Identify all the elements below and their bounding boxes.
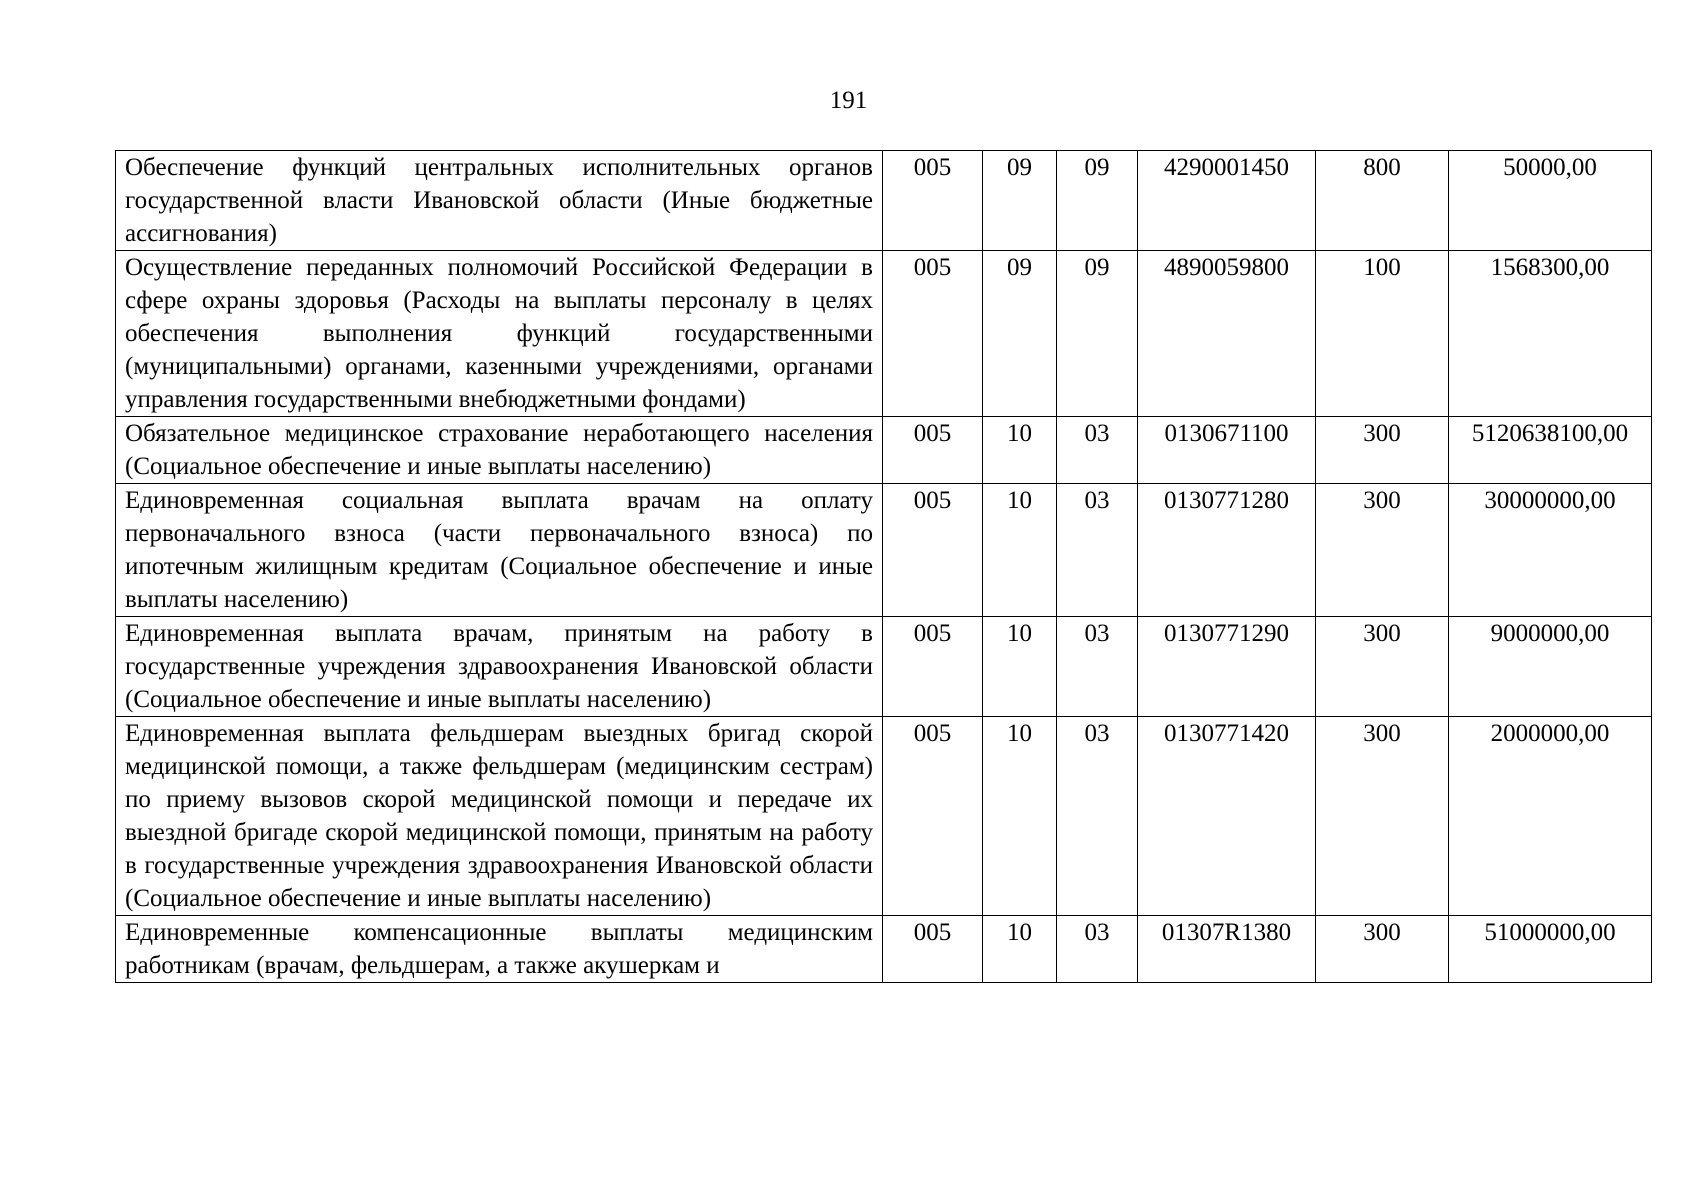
row-ministry-code: 005 bbox=[883, 251, 983, 417]
row-ministry-code: 005 bbox=[883, 916, 983, 983]
row-expense-type: 800 bbox=[1316, 151, 1449, 251]
budget-table bbox=[115, 150, 1652, 983]
row-target-article: 0130771290 bbox=[1138, 617, 1316, 717]
row-expense-type: 300 bbox=[1316, 617, 1449, 717]
row-section-code: 10 bbox=[983, 617, 1057, 717]
row-target-article: 0130771420 bbox=[1138, 717, 1316, 916]
row-expense-type: 300 bbox=[1316, 484, 1449, 617]
row-section-code: 09 bbox=[983, 251, 1057, 417]
row-description: Единовременная выплата врачам, принятым на работу в государственные учреждения здравоохранения Ивановской области (Социальное обеспечение и иные выплаты населению) bbox=[116, 617, 883, 717]
row-ministry-code: 005 bbox=[883, 417, 983, 484]
row-amount: 1568300,00 bbox=[1449, 251, 1652, 417]
row-subsection-code: 03 bbox=[1057, 484, 1138, 617]
row-section-code: 10 bbox=[983, 916, 1057, 983]
row-description: Единовременные компенсационные выплаты медицинским работникам (врачам, фельдшерам, а также акушеркам и bbox=[116, 916, 883, 983]
row-ministry-code: 005 bbox=[883, 717, 983, 916]
row-section-code: 10 bbox=[983, 717, 1057, 916]
row-ministry-code: 005 bbox=[883, 617, 983, 717]
row-subsection-code: 03 bbox=[1057, 417, 1138, 484]
row-subsection-code: 09 bbox=[1057, 151, 1138, 251]
row-amount: 9000000,00 bbox=[1449, 617, 1652, 717]
table-row bbox=[116, 617, 1652, 717]
row-description: Обеспечение функций центральных исполнительных органов государственной власти Ивановской области (Иные бюджетные ассигнования) bbox=[116, 151, 883, 251]
row-section-code: 10 bbox=[983, 484, 1057, 617]
row-target-article: 4890059800 bbox=[1138, 251, 1316, 417]
row-description: Обязательное медицинское страхование неработающего населения (Социальное обеспечение и иные выплаты населению) bbox=[116, 417, 883, 484]
row-description: Единовременная социальная выплата врачам на оплату первоначального взноса (части первоначального взноса) по ипотечным жилищным кредитам (Социальное обеспечение и иные выплаты населению) bbox=[116, 484, 883, 617]
row-target-article: 0130771280 bbox=[1138, 484, 1316, 617]
row-section-code: 10 bbox=[983, 417, 1057, 484]
row-amount: 51000000,00 bbox=[1449, 916, 1652, 983]
row-amount: 5120638100,00 bbox=[1449, 417, 1652, 484]
row-subsection-code: 03 bbox=[1057, 617, 1138, 717]
row-target-article: 0130671100 bbox=[1138, 417, 1316, 484]
table-row bbox=[116, 484, 1652, 617]
row-expense-type: 300 bbox=[1316, 417, 1449, 484]
row-subsection-code: 09 bbox=[1057, 251, 1138, 417]
row-ministry-code: 005 bbox=[883, 151, 983, 251]
row-description: Осуществление переданных полномочий Российской Федерации в сфере охраны здоровья (Расходы на выплаты персоналу в целях обеспечения выполнения функций государственными (муниципальными) органами, казенными учреждениями, органами управления государственными внебюджетными фондами) bbox=[116, 251, 883, 417]
table-row bbox=[116, 417, 1652, 484]
table-row bbox=[116, 916, 1652, 983]
row-section-code: 09 bbox=[983, 151, 1057, 251]
row-target-article: 4290001450 bbox=[1138, 151, 1316, 251]
row-amount: 30000000,00 bbox=[1449, 484, 1652, 617]
row-description: Единовременная выплата фельдшерам выездных бригад скорой медицинской помощи, а также фельдшерам (медицинским сестрам) по приему вызовов скорой медицинской помощи и передаче их выездной бригаде скорой медицинской помощи, принятым на работу в государственные учреждения здравоохранения Ивановской области (Социальное обеспечение и иные выплаты населению) bbox=[116, 717, 883, 916]
page-number: 191 bbox=[829, 87, 868, 114]
row-subsection-code: 03 bbox=[1057, 717, 1138, 916]
row-expense-type: 100 bbox=[1316, 251, 1449, 417]
table-row bbox=[116, 251, 1652, 417]
row-subsection-code: 03 bbox=[1057, 916, 1138, 983]
row-expense-type: 300 bbox=[1316, 717, 1449, 916]
row-target-article: 01307R1380 bbox=[1138, 916, 1316, 983]
row-amount: 50000,00 bbox=[1449, 151, 1652, 251]
row-ministry-code: 005 bbox=[883, 484, 983, 617]
table-row bbox=[116, 151, 1652, 251]
row-expense-type: 300 bbox=[1316, 916, 1449, 983]
row-amount: 2000000,00 bbox=[1449, 717, 1652, 916]
table-row bbox=[116, 717, 1652, 916]
